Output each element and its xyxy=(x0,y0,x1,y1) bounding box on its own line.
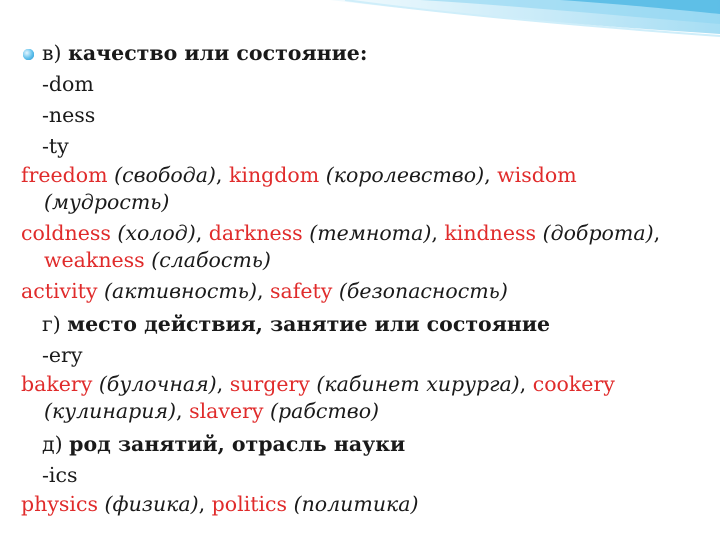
example-word: activity xyxy=(21,279,98,303)
example-translation: (королевство) xyxy=(325,163,485,187)
examples-block xyxy=(21,491,711,518)
bullet-text: -ty xyxy=(42,134,69,158)
example-line xyxy=(21,189,711,216)
example-translation: (рабство) xyxy=(270,399,380,423)
bullet-prefix: г) xyxy=(42,312,68,336)
bullet-text: -ics xyxy=(42,463,78,487)
bullet-item xyxy=(21,429,711,460)
example-translation: (свобода) xyxy=(114,163,216,187)
example-translation: (кабинет хирурга) xyxy=(316,372,520,396)
header-wave-decoration xyxy=(0,0,720,40)
bullet-item xyxy=(21,38,711,69)
example-line: (кулинария), slavery (рабство) xyxy=(44,399,380,423)
example-word: weakness xyxy=(44,248,145,272)
example-translation: (кулинария) xyxy=(44,399,177,423)
example-line: bakery (булочная), surgery (кабинет хирурга), cookery xyxy=(21,372,615,396)
example-line: coldness (холод), darkness (темнота), kindness (доброта), xyxy=(21,221,661,245)
bullet-item xyxy=(21,309,711,340)
example-word: politics xyxy=(211,492,288,516)
example-word: slavery xyxy=(189,399,264,423)
slide-content xyxy=(21,38,711,518)
bullet-text: -ery xyxy=(42,343,83,367)
example-word: freedom xyxy=(21,163,108,187)
example-translation: (мудрость) xyxy=(44,190,170,214)
example-line: activity (активность), safety (безопасность) xyxy=(21,279,508,303)
example-translation: (безопасность) xyxy=(338,279,508,303)
example-line: freedom (свобода), kingdom (королевство), wisdom xyxy=(21,163,577,187)
bullet-item xyxy=(21,100,711,131)
example-translation: (доброта) xyxy=(542,221,654,245)
example-word: darkness xyxy=(208,221,303,245)
bullet-item xyxy=(21,131,711,162)
example-translation: (булочная) xyxy=(98,372,217,396)
example-word: physics xyxy=(21,492,98,516)
bullet-text: место действия, занятие или состояние xyxy=(67,312,551,336)
examples-block xyxy=(21,278,711,305)
example-word: bakery xyxy=(21,372,93,396)
bullet-item xyxy=(21,340,711,371)
bullet-text: -dom xyxy=(42,72,94,96)
example-translation: (холод) xyxy=(117,221,196,245)
example-word: wisdom xyxy=(497,163,577,187)
example-line xyxy=(21,247,711,274)
example-word: surgery xyxy=(229,372,310,396)
example-word: cookery xyxy=(532,372,615,396)
bullet-text: род занятий, отрасль науки xyxy=(69,432,406,456)
example-translation: (темнота) xyxy=(309,221,432,245)
example-translation: (слабость) xyxy=(151,248,271,272)
bullet-item xyxy=(21,69,711,100)
example-translation: (политика) xyxy=(293,492,419,516)
examples-block xyxy=(21,371,711,425)
bullet-item xyxy=(21,460,711,491)
examples-block xyxy=(21,220,711,274)
example-word: kindness xyxy=(444,221,537,245)
example-translation: (физика) xyxy=(104,492,199,516)
bullet-prefix: в) xyxy=(42,41,69,65)
bullet-text: качество или состояние: xyxy=(68,41,368,65)
bullet-text: -ness xyxy=(42,103,96,127)
example-word: safety xyxy=(270,279,333,303)
example-translation: (активность) xyxy=(104,279,257,303)
bullet-prefix: д) xyxy=(42,432,70,456)
example-line: physics (физика), politics (политика) xyxy=(21,492,419,516)
bullet-icon xyxy=(23,49,34,60)
example-word: coldness xyxy=(21,221,111,245)
example-word: kingdom xyxy=(228,163,320,187)
examples-block xyxy=(21,162,711,216)
